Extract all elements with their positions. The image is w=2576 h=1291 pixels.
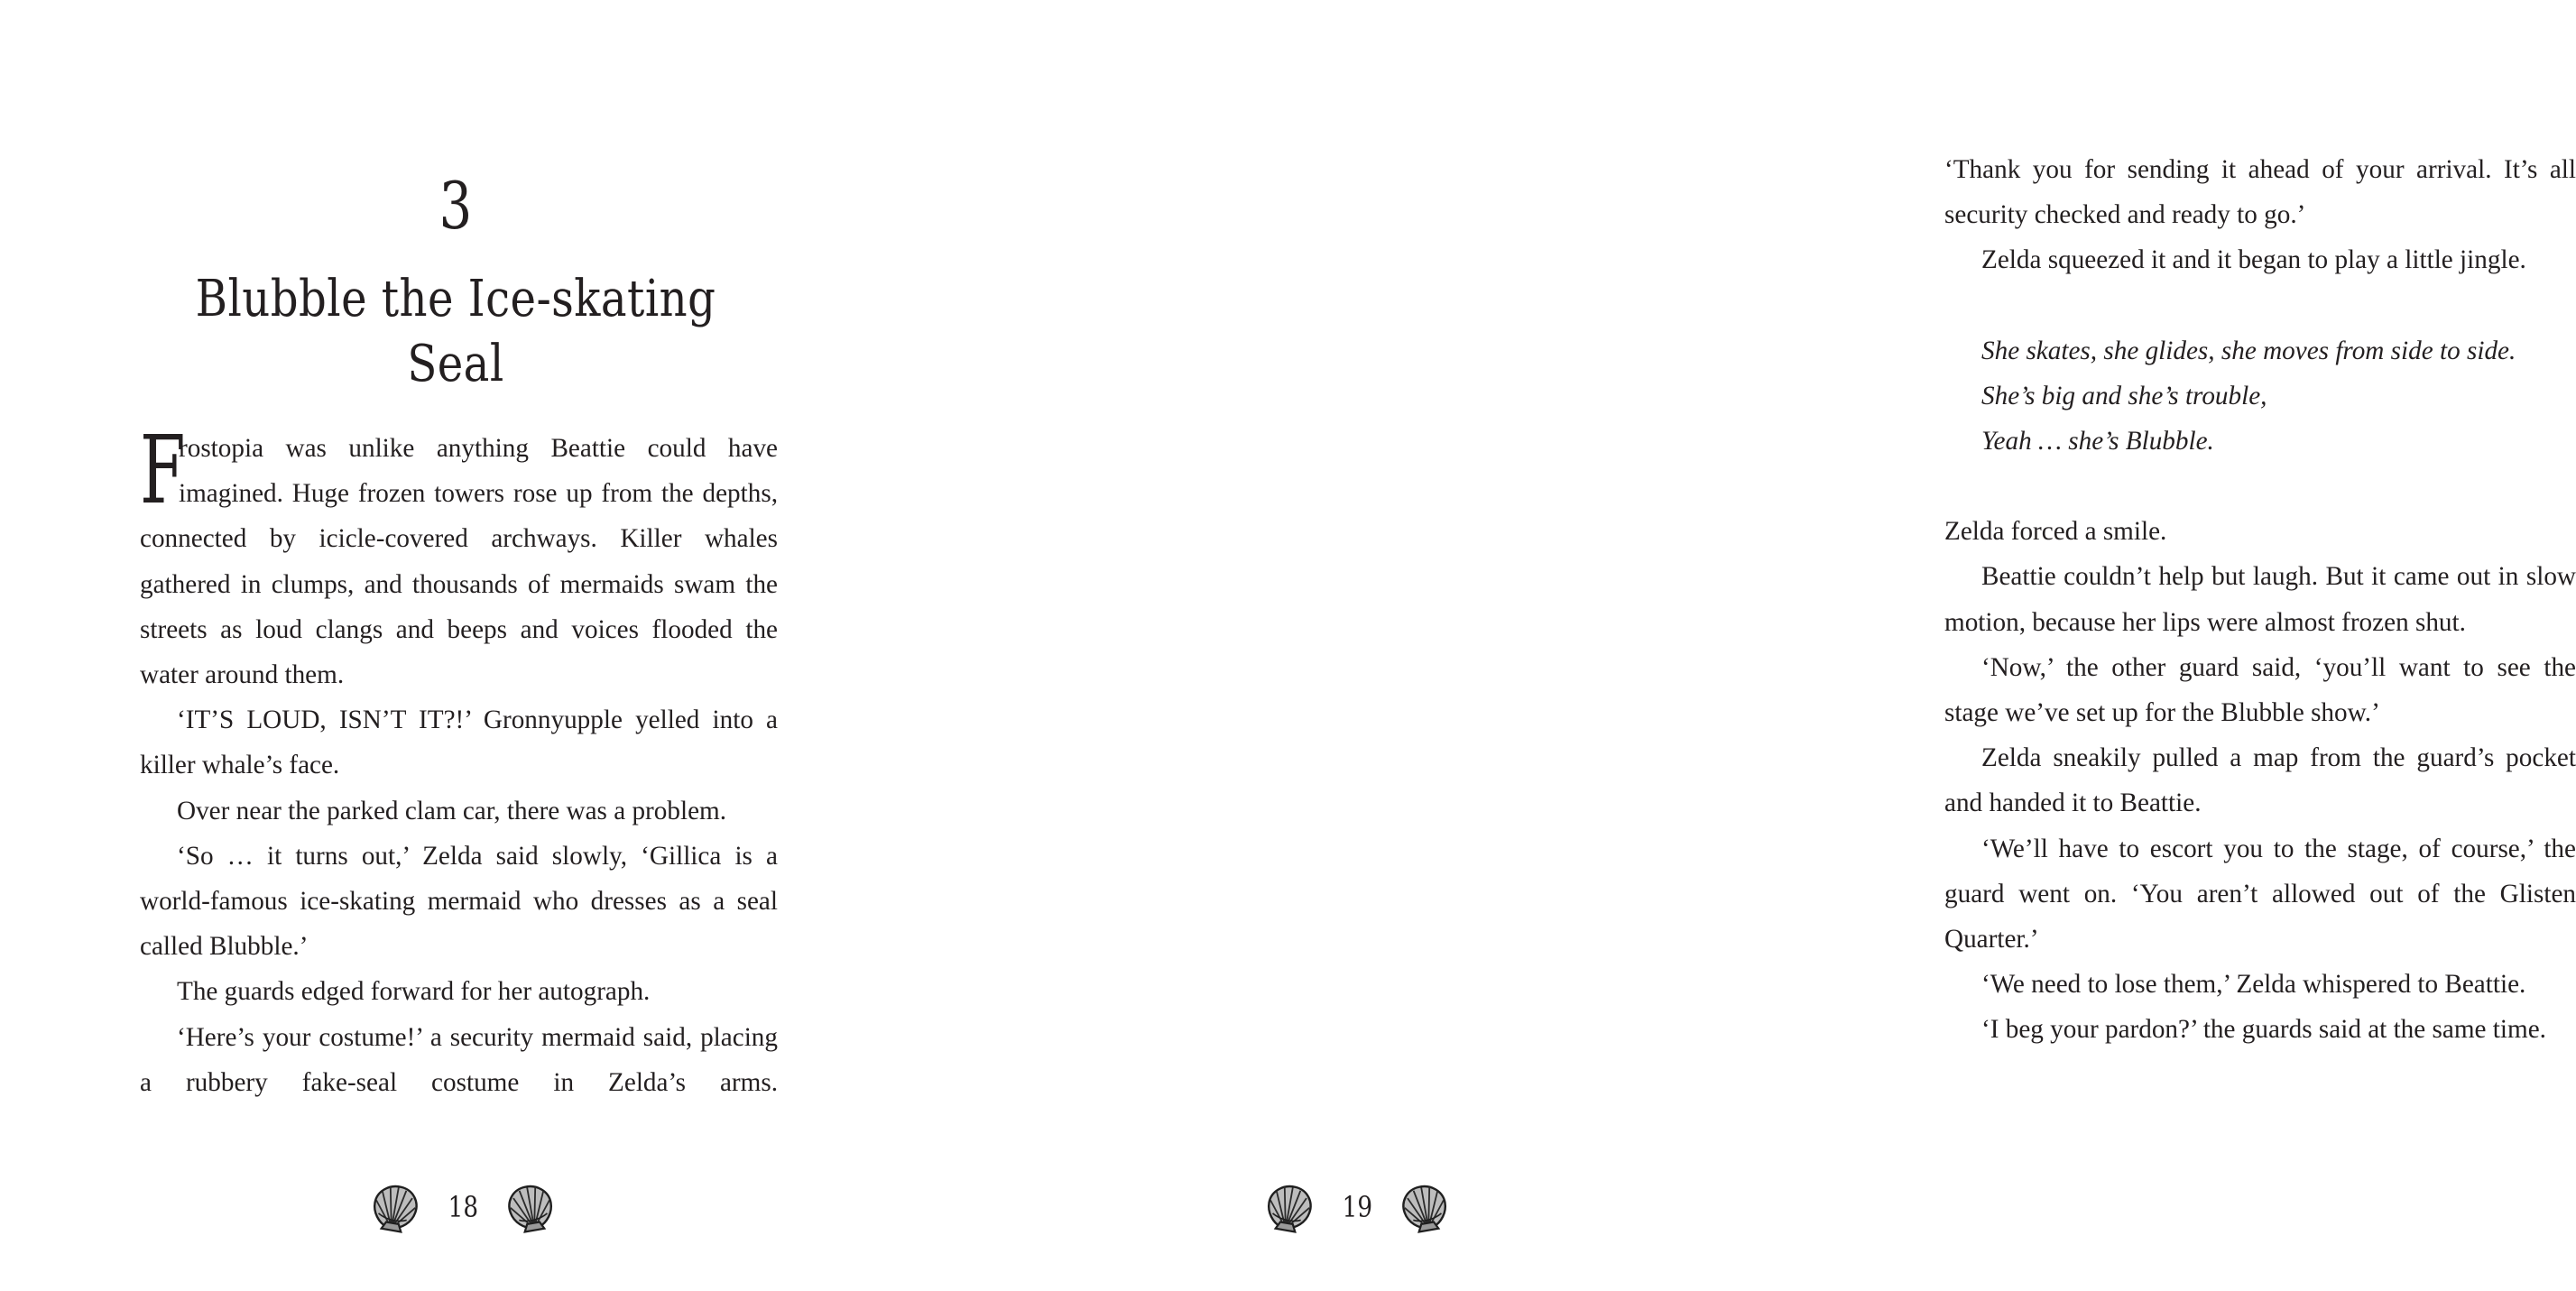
right-page bbox=[902, 0, 2576, 1291]
paragraph: Beattie couldn’t help but laugh. But it came out in slow motion, because her lips were almost frozen shut. bbox=[1944, 562, 2576, 637]
paragraph: ‘Here’s your costume!’ a security mermaid said, placing a rubbery fake-seal costume in Zelda’s arms. bbox=[140, 1022, 778, 1097]
scallop-shell-icon bbox=[503, 1178, 559, 1237]
continuation-paragraph: ‘Thank you for sending it ahead of your arrival. It’s all security checked and ready to go.’ bbox=[1944, 155, 2576, 230]
page-folio bbox=[1249, 1180, 1465, 1234]
paragraph: Over near the parked clam car, there was a problem. bbox=[177, 796, 727, 825]
jingle-verse bbox=[1944, 328, 2576, 465]
chapter-title: Blubble the Ice-skating Seal bbox=[195, 270, 716, 393]
opening-text: rostopia was unlike anything Beattie could have imagined. Huge frozen towers rose up from the depths, connected by icicle-covered archways. Killer whales gathered in clumps, and thousands of mermaids swam the streets as loud clangs and beeps and voices flooded the water around them. bbox=[140, 434, 778, 690]
right-page-body bbox=[1944, 147, 2576, 1053]
paragraph: Zelda squeezed it and it began to play a little jingle. bbox=[1981, 245, 2526, 275]
verse-line: Yeah … she’s Blubble. bbox=[1981, 427, 2214, 456]
paragraph: ‘We’ll have to escort you to the stage, of course,’ the guard went on. ‘You aren’t allowed out of the Glisten Quarter.’ bbox=[1944, 834, 2576, 954]
page-number: 19 bbox=[1342, 1190, 1372, 1224]
paragraph: ‘Now,’ the other guard said, ‘you’ll want to see the stage we’ve set up for the Blubble show.’ bbox=[1944, 652, 2576, 728]
left-page-body bbox=[140, 415, 778, 1105]
chapter-number: 3 bbox=[439, 168, 473, 244]
paragraph: ‘IT’S LOUD, ISN’T IT?!’ Gronnyupple yelled into a killer whale’s face. bbox=[140, 705, 778, 780]
verse-line: She skates, she glides, she moves from side to side. bbox=[1981, 336, 2516, 365]
scallop-shell-icon bbox=[366, 1178, 423, 1237]
page-folio bbox=[355, 1180, 571, 1234]
scallop-shell-icon bbox=[1397, 1178, 1454, 1237]
paragraph: Zelda sneakily pulled a map from the guard’s pocket and handed it to Beattie. bbox=[1944, 743, 2576, 818]
drop-cap: F bbox=[140, 415, 186, 525]
page-number: 18 bbox=[448, 1190, 478, 1224]
paragraph: ‘I beg your pardon?’ the guards said at the same time. bbox=[1981, 1015, 2546, 1045]
scallop-shell-icon bbox=[1260, 1178, 1317, 1237]
verse-line: She’s big and she’s trouble, bbox=[1981, 381, 2267, 410]
left-page bbox=[0, 0, 902, 1291]
paragraph: ‘So … it turns out,’ Zelda said slowly, ‘Gillica is a world-famous ice-skating mermaid who dresses as a seal called Blubble.’ bbox=[140, 841, 778, 962]
paragraph: ‘We need to lose them,’ Zelda whispered to Beattie. bbox=[1981, 970, 2526, 1000]
opening-paragraph bbox=[140, 415, 778, 697]
paragraph: Zelda forced a smile. bbox=[1944, 517, 2167, 547]
paragraph: The guards edged forward for her autograph. bbox=[177, 977, 651, 1007]
